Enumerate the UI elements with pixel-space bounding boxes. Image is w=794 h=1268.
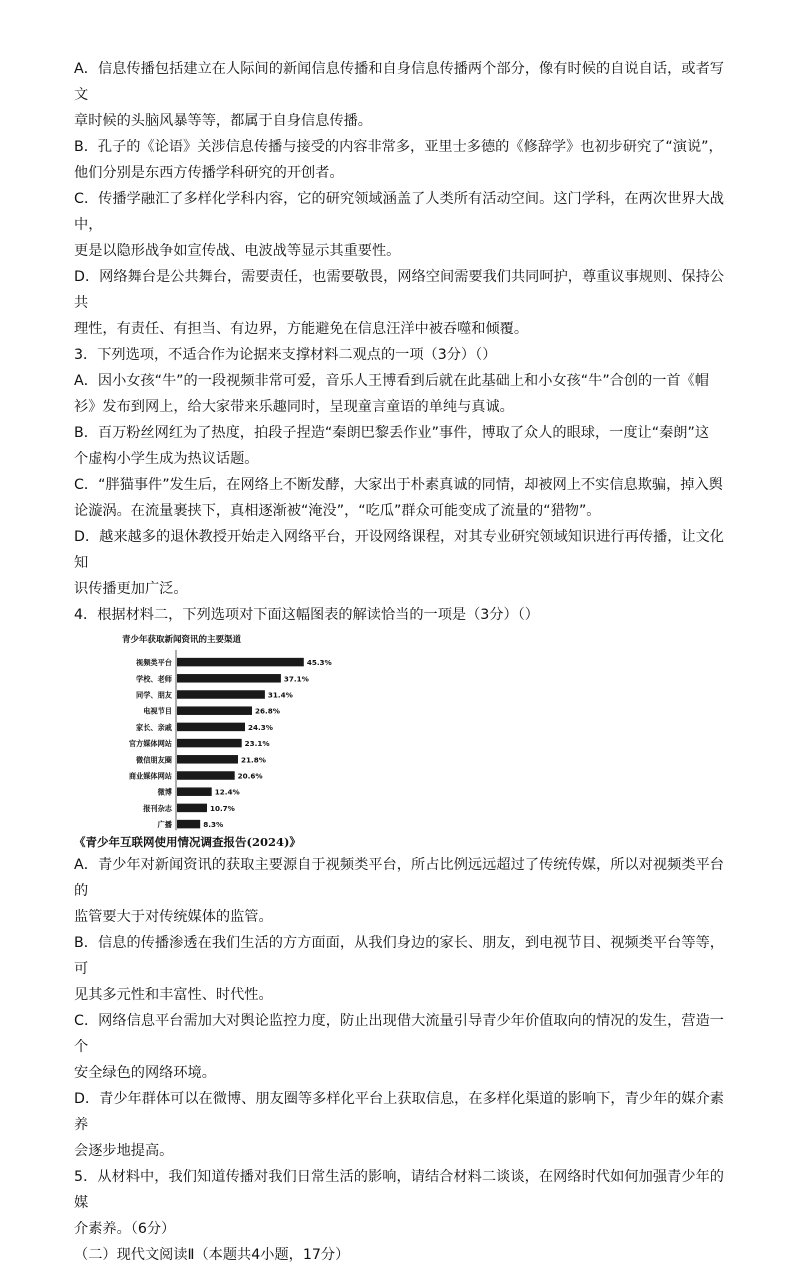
q2-option-a-line2: 章时候的头脑风暴等等，都属于自身信息传播。 — [74, 113, 372, 129]
q3-option-d-line2: 识传播更加广泛。 — [74, 581, 188, 597]
q4-option-a-line2: 监管要大于对传统媒体的监管。 — [74, 909, 273, 925]
chart-value-label: 31.4% — [267, 690, 293, 700]
exam-content — [74, 56, 724, 1268]
chart-bar — [177, 804, 207, 813]
chart-value-label: 26.8% — [255, 706, 280, 716]
q4-option-d-line2: 会逐步地提高。 — [74, 1143, 174, 1159]
chart-bar — [177, 755, 238, 764]
q3-option-a-line1: A．因小女孩“牛”的一段视频非常可爱，音乐人王博看到后就在此基础上和小女孩“牛”合创的一首《帽 — [74, 373, 709, 389]
chart-bar — [177, 674, 281, 683]
q2-option-d-line1: D．网络舞台是公共舞台，需要责任，也需要敬畏，网络空间需要我们共同呵护，尊重议事规则、保持公共 — [74, 269, 724, 311]
q5-line1: 5．从材料中，我们知道传播对我们日常生活的影响，请结合材料二谈谈，在网络时代如何加强青少年的媒 — [74, 1169, 724, 1211]
q2-option-b-line1: B．孔子的《论语》关涉信息传播与接受的内容非常多，亚里士多德的《修辞学》也初步研究了“演说”， — [74, 139, 723, 155]
q2-option-b-line2: 他们分别是东西方传播学科研究的开创者。 — [74, 165, 344, 181]
q2-options — [74, 56, 724, 342]
q3-option-b — [74, 420, 724, 472]
q2-option-c-line2: 更是以隐形战争如宣传战、电波战等显示其重要性。 — [74, 243, 401, 259]
chart-category-label: 微博 — [157, 787, 172, 797]
q3-option-d-line1: D．越来越多的退休教授开始走入网络平台，开设网络课程，对其专业研究领域知识进行再传播，让文化知 — [74, 529, 724, 571]
chart-value-label: 12.4% — [214, 787, 240, 797]
chart-value-label: 45.3% — [306, 658, 332, 668]
chart-bar — [177, 706, 252, 715]
section-heading: （二）现代文阅读Ⅱ（本题共4小题，17分） — [74, 1247, 350, 1263]
chart-bar — [177, 820, 200, 829]
chart-value-label: 23.1% — [244, 739, 270, 749]
q4-option-c-line1: C．网络信息平台需加大对舆论监控力度，防止出现借大流量引导青少年价值取向的情况的发生，营造一个 — [74, 1013, 724, 1055]
chart-category-label: 学校、老师 — [136, 674, 172, 684]
chart-category-label: 家长、亲戚 — [136, 722, 172, 732]
q2-option-a-line1: A．信息传播包括建立在人际间的新闻信息传播和自身信息传播两个部分，像有时候的自说自话，或者写文 — [74, 61, 724, 103]
chart-category-label: 电视节目 — [143, 706, 172, 716]
news-channel-chart — [114, 634, 414, 832]
question-4 — [74, 602, 724, 1164]
chart-bar — [177, 787, 212, 796]
chart-category-label: 广播 — [157, 820, 172, 830]
bar-chart-svg — [114, 634, 414, 832]
chart-bar — [177, 658, 304, 667]
chart-bar — [177, 739, 242, 748]
chart-category-label: 微信朋友圈 — [136, 755, 172, 765]
chart-value-label: 21.8% — [241, 755, 266, 765]
q4-option-c — [74, 1008, 724, 1086]
q4-option-d — [74, 1086, 724, 1164]
q2-option-d-line2: 理性，有责任、有担当、有边界，方能避免在信息汪洋中被吞噬和倾覆。 — [74, 321, 529, 337]
q2-option-c — [74, 186, 724, 264]
chart-value-label: 24.3% — [248, 722, 273, 732]
q4-option-b-line1: B．信息的传播渗透在我们生活的方方面面，从我们身边的家长、朋友，到电视节目、视频类平台等等，可 — [74, 935, 724, 977]
chart-value-label: 8.3% — [203, 820, 224, 830]
q3-option-b-line2: 个虚构小学生成为热议话题。 — [74, 451, 259, 467]
chart-value-label: 20.6% — [237, 771, 263, 781]
chart-category-label: 视频类平台 — [136, 658, 172, 668]
q3-option-c-line1: C．“胖猫事件”发生后，在网络上不断发酵，大家出于朴素真诚的同情，却被网上不实信息欺骗，掉入舆 — [74, 477, 723, 493]
chart-value-label: 10.7% — [209, 803, 235, 813]
q4-stem: 4．根据材料二，下列选项对下面这幅图表的解读恰当的一项是（3分）（） — [74, 607, 539, 623]
q4-option-a-line1: A．青少年对新闻资讯的获取主要源自于视频类平台，所占比例远远超过了传统传媒，所以对视频类平台的 — [74, 857, 724, 899]
chart-bar — [177, 690, 265, 699]
chart-category-label: 同学、朋友 — [136, 690, 172, 700]
chart-category-label: 官方媒体网站 — [128, 739, 172, 749]
q3-option-b-line1: B．百万粉丝网红为了热度，拍段子捏造“秦朗巴黎丢作业”事件，博取了众人的眼球，一度让“秦朗”这 — [74, 425, 710, 441]
chart-category-label: 报刊杂志 — [143, 803, 172, 813]
q4-option-b — [74, 930, 724, 1008]
chart-bar — [177, 771, 235, 780]
chart-value-label: 37.1% — [283, 674, 309, 684]
chart-source: 《青少年互联网使用情况调查报告(2024)》 — [74, 835, 301, 849]
q4-option-b-line2: 见其多元性和丰富性、时代性。 — [74, 987, 273, 1003]
q3-option-c-line2: 论漩涡。在流量裹挟下，真相逐渐被“淹没”，“吃瓜”群众可能变成了流量的“猎物”。 — [74, 503, 601, 519]
q3-option-a-line2: 衫》发布到网上，给大家带来乐趣同时，呈现童言童语的单纯与真诚。 — [74, 399, 514, 415]
q2-option-a — [74, 56, 724, 134]
q4-option-c-line2: 安全绿色的网络环境。 — [74, 1065, 216, 1081]
q3-option-a — [74, 368, 724, 420]
q2-option-d — [74, 264, 724, 342]
q5-line2: 介素养。（6分） — [74, 1221, 176, 1237]
question-5 — [74, 1164, 724, 1242]
q3-option-c — [74, 472, 724, 524]
q3-stem: 3．下列选项，不适合作为论据来支撑材料二观点的一项（3分）（） — [74, 347, 497, 363]
chart-category-label: 商业媒体网站 — [128, 771, 172, 781]
q2-option-b — [74, 134, 724, 186]
question-3 — [74, 342, 724, 602]
chart-title: 青少年获取新闻资讯的主要渠道 — [122, 635, 242, 645]
q2-option-c-line1: C．传播学融汇了多样化学科内容，它的研究领域涵盖了人类所有活动空间。这门学科，在两次世界大战中， — [74, 191, 724, 233]
chart-bar — [177, 723, 245, 732]
q4-option-d-line1: D．青少年群体可以在微博、朋友圈等多样化平台上获取信息，在多样化渠道的影响下，青少年的媒介素养 — [74, 1091, 724, 1133]
q3-option-d — [74, 524, 724, 602]
q4-option-a — [74, 852, 724, 930]
